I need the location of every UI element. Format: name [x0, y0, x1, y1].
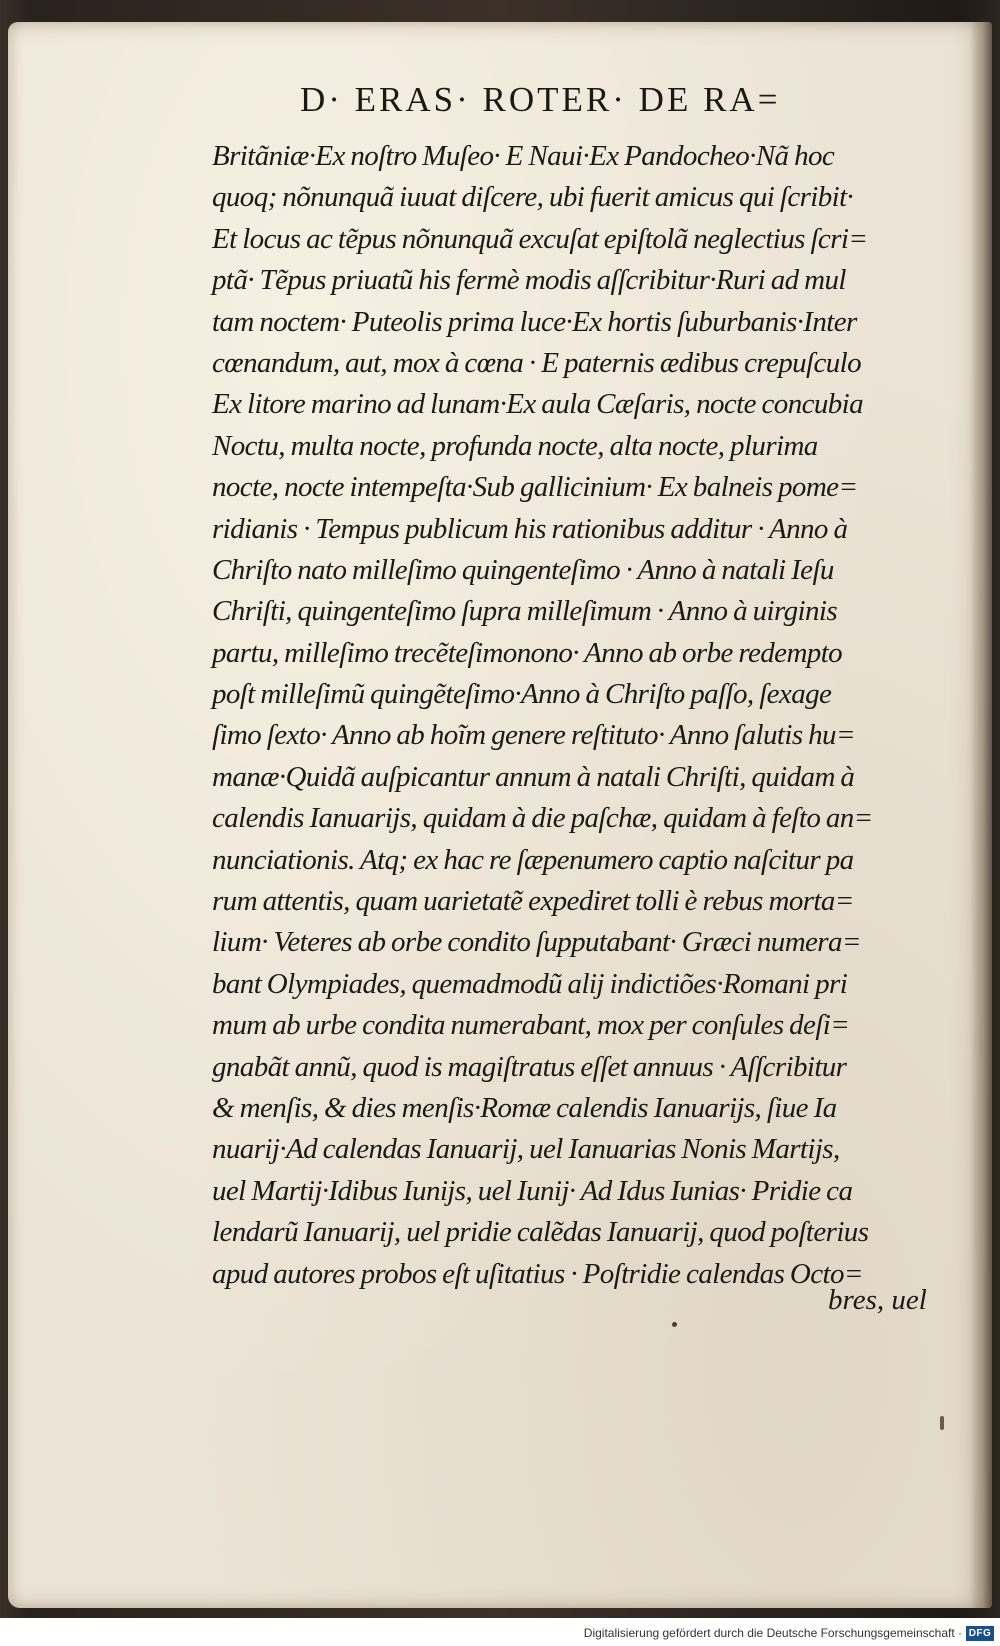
text-line: calendis Ianuarijs, quidam à die paſchæ, quidam à feſto an=: [212, 802, 873, 835]
text-line: lendarũ Ianuarij, uel pridie calẽdas Ianuarij, quod poſterius: [212, 1216, 869, 1249]
text-line: & menſis, & dies menſis·Romæ calendis Ianuarijs, ſiue Ia: [212, 1091, 837, 1124]
text-line: mum ab urbe condita numerabant, mox per conſules deſi=: [212, 1009, 850, 1042]
text-line: gnabãt annũ, quod is magiſtratus eſſet annuus · Aſſcribitur: [212, 1050, 847, 1083]
text-line: ſimo ſexto· Anno ab hoĩm genere reſtituto· Anno ſalutis hu=: [212, 719, 855, 752]
funding-credit: Digitalisierung gefördert durch die Deutsche Forschungsgemeinschaft ·: [583, 1626, 962, 1640]
text-line: Noctu, multa nocte, profunda nocte, alta nocte, plurima: [212, 429, 818, 462]
ink-speck: [940, 1416, 944, 1430]
text-line: Chriſto nato milleſimo quingenteſimo · Anno à natali Ieſu: [212, 553, 834, 586]
text-line: nunciationis. Atq; ex hac re ſæpenumero captio naſcitur pa: [212, 843, 854, 876]
dfg-logo: DFG: [966, 1626, 994, 1641]
text-line: lium· Veteres ab orbe condito ſupputabant· Græci numera=: [212, 926, 861, 959]
running-head: D· ERAS· ROTER· DE RA=: [300, 80, 781, 119]
text-line: partu, milleſimo trecẽteſimonono· Anno ab orbe redempto: [212, 636, 843, 669]
text-line: rum attentis, quam uarietatẽ expediret tolli è rebus morta=: [212, 885, 854, 918]
footer-bar: [0, 1618, 1000, 1646]
text-line: cœnandum, aut, mox à cœna · E paternis ædibus crepuſculo: [212, 346, 862, 379]
text-line: Britãniæ·Ex noſtro Muſeo· E Naui·Ex Pandocheo·Nã hoc: [212, 140, 835, 172]
text-line: bant Olympiades, quemadmodũ alij indictiões·Romani pri: [212, 967, 848, 1000]
page-edge-shadow: [970, 22, 992, 1608]
text-line: nuarij·Ad calendas Ianuarij, uel Ianuarias Nonis Martijs,: [212, 1133, 840, 1166]
text-line: Et locus ac tẽpus nõnunquã excuſat epiſtolã neglectius ſcri=: [212, 222, 868, 255]
text-line: poſt milleſimũ quingẽteſimo·Anno à Chriſto paſſo, ſexage: [212, 678, 832, 711]
text-line: apud autores probos eſt uſitatius · Poſtridie calendas Octo=: [212, 1257, 863, 1290]
text-line: ptã· Tẽpus priuatũ his fermè modis aſſcribitur·Ruri ad mul: [212, 264, 846, 297]
catchword: bres, uel: [828, 1284, 927, 1316]
text-line: uel Martij·Idibus Iunijs, uel Iunij· Ad Idus Iunias· Pridie ca: [212, 1174, 853, 1207]
text-line: nocte, nocte intempeſta·Sub gallicinium· Ex balneis pome=: [212, 471, 858, 504]
text-line: manæ·Quidã auſpicantur annum à natali Chriſti, quidam à: [212, 760, 855, 793]
text-line: quoq; nõnunquã iuuat diſcere, ubi fuerit amicus qui ſcribit·: [212, 181, 854, 214]
body-text: [212, 136, 942, 1295]
ink-speck: [672, 1322, 677, 1327]
text-line: tam noctem· Puteolis prima luce·Ex hortis ſuburbanis·Inter: [212, 305, 857, 338]
text-line: Chriſti, quingenteſimo ſupra milleſimum · Anno à uirginis: [212, 595, 838, 628]
text-line: ridianis · Tempus publicum his rationibus additur · Anno à: [212, 512, 848, 545]
text-line: Ex litore marino ad lunam·Ex aula Cæſaris, nocte concubia: [212, 388, 864, 421]
